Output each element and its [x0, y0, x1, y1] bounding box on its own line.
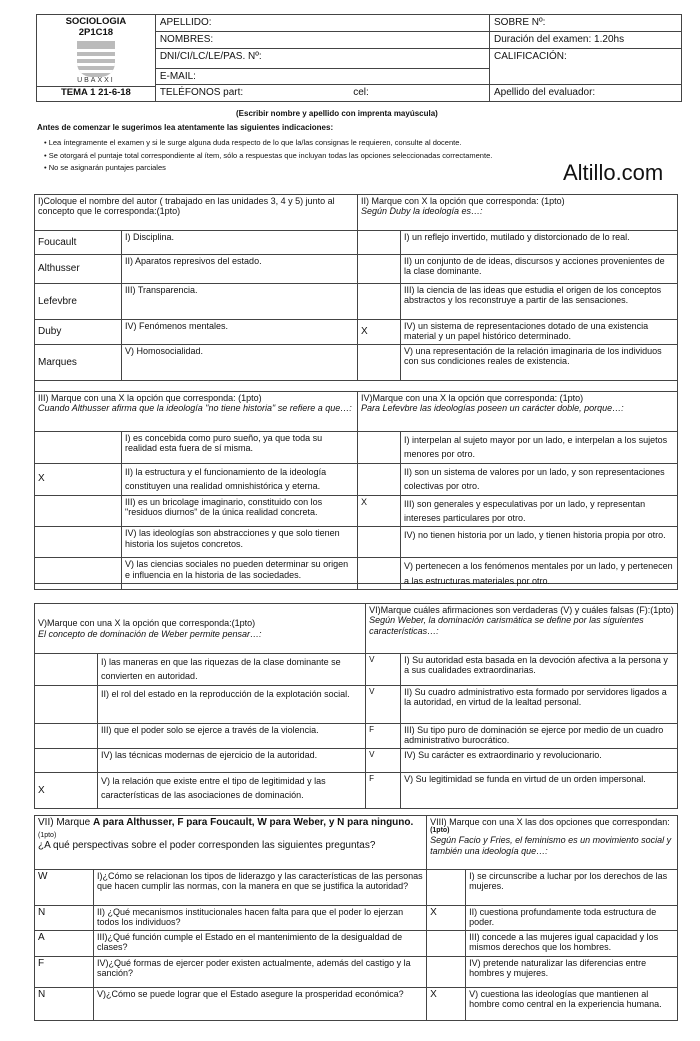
q8-mark[interactable]: X: [427, 906, 466, 931]
q5-option: I) las maneras en que las riquezas de la clase dominante se convierten en autoridad.: [98, 654, 366, 686]
q4-option: V) pertenecen a los fenómenos mentales por un lado, y pertenecen a las estructuras materiales por otro.: [400, 558, 677, 590]
q7-pts: (1pto): [38, 831, 57, 839]
q8-option: V) cuestiona las ideologías que mantienen al hombre como central en la experiencia humana.: [466, 988, 678, 1021]
q2-option: V) una representación de la relación imaginaria de los individuos con sus condiciones reales de existencia.: [400, 345, 677, 381]
instruction-item: • Se otorgará el puntaje total correspondiente al ítem, sólo a respuestas que incluyan todas las opciones seleccionadas correctamente.: [44, 150, 493, 160]
q1-concept: II) Aparatos represivos del estado.: [122, 255, 358, 284]
q8-pts: (1pto): [430, 827, 450, 835]
subject: SOCIOLOGIA: [65, 16, 127, 27]
calificacion-field[interactable]: CALIFICACIÓN:: [490, 49, 682, 85]
q2-title: II) Marque con X la opción que corresponda: (1pto): [360, 196, 565, 206]
nombres-field[interactable]: NOMBRES:: [155, 32, 489, 49]
q7-header: [35, 816, 427, 870]
q6-option: I) Su autoridad esta basada en la devoción afectiva a la persona y a sus cualidades extraordinarias.: [401, 654, 678, 686]
q3-mark[interactable]: [35, 558, 122, 590]
q5-q6-table: [34, 603, 678, 809]
q3-option: V) las ciencias sociales no pueden determinar su origen e influencia en la historia de las sociedades.: [122, 558, 358, 590]
q1-q2-table: [34, 194, 678, 590]
q6-option: III) Su tipo puro de dominación se ejerce por medio de un cuadro administrativo burocrático.: [401, 723, 678, 748]
q8-option: IV) pretende naturalizar las diferencias entre hombres y mujeres.: [466, 957, 678, 988]
q1-answer[interactable]: Foucault: [35, 231, 122, 255]
q2-option: II) un conjunto de de ideas, discursos y acciones provenientes de la clase dominante.: [400, 255, 677, 284]
q2-mark[interactable]: [357, 345, 400, 381]
instruction-item: • No se asignarán puntajes parciales: [44, 163, 166, 172]
q8-option: II) cuestiona profundamente toda estructura de poder.: [466, 906, 678, 931]
q8-mark[interactable]: [427, 931, 466, 957]
q1-answer[interactable]: Marques: [35, 345, 122, 381]
q6-option: IV) Su carácter es extraordinario y revolucionario.: [401, 748, 678, 772]
q8-mark[interactable]: X: [427, 988, 466, 1021]
q5-title: V)Marque con una X la opción que corresponda:(1pto): [38, 618, 256, 629]
q1-answer[interactable]: Lefevbre: [35, 284, 122, 320]
q3-option: II) la estructura y el funcionamiento de la ideología constituyen una realidad omnishistórica y eterna.: [122, 463, 358, 495]
q3-subtitle: Cuando Althusser afirma que la ideología "no tiene historia" se refiere a que…:: [38, 403, 352, 414]
q7-title-pre: VII) Marque: [38, 817, 91, 828]
sobre-field[interactable]: SOBRE Nº:: [490, 15, 682, 32]
q6-option: II) Su cuadro administrativo esta formado por servidores ligados a la autoridad, en virtud de la lealtad personal.: [401, 685, 678, 723]
tema: TEMA 1 21-6-18: [37, 86, 155, 99]
q8-mark[interactable]: [427, 957, 466, 988]
q2-subtitle: Según Duby la ideología es…:: [360, 206, 483, 217]
q7-mark[interactable]: F: [35, 957, 94, 988]
q4-mark[interactable]: [357, 527, 400, 558]
q7-question: III)¿Qué función cumple el Estado en el mantenimiento de la desigualdad de clases?: [94, 931, 427, 957]
q7-mark[interactable]: A: [35, 931, 94, 957]
q7-title: A para Althusser, F para Foucault, W para Weber, y N para ninguno.: [93, 817, 414, 828]
q2-header: [357, 195, 677, 231]
q5-mark[interactable]: [35, 748, 98, 772]
q3-option: IV) las ideologías son abstracciones y que solo tienen historia los sujetos concretos.: [122, 527, 358, 558]
q6-mark[interactable]: V: [366, 685, 401, 723]
q4-header: [357, 392, 677, 432]
q8-header: [427, 816, 678, 870]
q8-subtitle: Según Facio y Fries, el feminismo es un movimiento social y también una ideología que…:: [430, 835, 672, 856]
q4-option: III) son generales y especulativas por un lado, y representan intereses particulares por otro.: [400, 495, 677, 527]
q5-mark[interactable]: X: [35, 772, 98, 808]
escribir-note: (Escribir nombre y apellido con imprenta mayúscula): [236, 109, 438, 118]
q4-option: I) interpelan al sujeto mayor por un lado, e interpelan a los sujetos menores por otro.: [400, 432, 677, 464]
q5-option: III) que el poder solo se ejerce a través de la violencia.: [98, 723, 366, 748]
q2-option: III) la ciencia de las ideas que estudia el origen de los conceptos abstractos y los reconstruye a partir de las sensaciones.: [400, 284, 677, 320]
telefonos-field[interactable]: [155, 85, 489, 102]
q6-mark[interactable]: F: [366, 772, 401, 808]
q7-question: II) ¿Qué mecanismos institucionales hacen falta para que el poder lo ejerzan todos los individuos?: [94, 906, 427, 931]
q4-option: II) son un sistema de valores por un lado, y son representaciones colectivas por otro.: [400, 463, 677, 495]
q3-header: [35, 392, 358, 432]
q2-mark[interactable]: X: [357, 320, 400, 345]
q1-concept: I) Disciplina.: [122, 231, 358, 255]
header-logo-cell: [37, 15, 156, 102]
instruction-item: • Lea íntegramente el examen y si le surge alguna duda respecto de lo que la/las consignas le requieren, consulte al docente.: [44, 138, 462, 147]
q5-header: [35, 604, 366, 654]
q1-concept: V) Homosocialidad.: [122, 345, 358, 381]
evaluador-field[interactable]: Apellido del evaluador:: [490, 85, 682, 102]
q5-option: II) el rol del estado en la reproducción de la explotación social.: [98, 685, 366, 723]
email-field[interactable]: E-MAIL:: [155, 68, 489, 85]
q4-subtitle: Para Lefevbre las ideologías poseen un carácter doble, porque…:: [360, 403, 624, 414]
logo-text: UBAXXI: [77, 76, 115, 84]
q8-option: III) concede a las mujeres igual capacidad y los mismos derechos que los hombres.: [466, 931, 678, 957]
q7-mark[interactable]: N: [35, 906, 94, 931]
q4-mark[interactable]: [357, 558, 400, 590]
q5-subtitle: El concepto de dominación de Weber permite pensar…:: [38, 628, 262, 639]
q7-subtitle: ¿A qué perspectivas sobre el poder corresponden las siguientes preguntas?: [38, 840, 376, 851]
q1-answer[interactable]: Duby: [35, 320, 122, 345]
q3-mark[interactable]: [35, 495, 122, 527]
q3-mark[interactable]: [35, 527, 122, 558]
telefonos-label: TELÉFONOS part:: [159, 87, 244, 99]
q7-mark[interactable]: W: [35, 870, 94, 906]
q8-title: VIII) Marque con una X las dos opciones que correspondan:: [430, 817, 670, 827]
ubaxxi-logo: [77, 41, 115, 77]
q7-question: V)¿Cómo se puede lograr que el Estado asegure la prosperidad económica?: [94, 988, 427, 1021]
q6-title: VI)Marque cuáles afirmaciones son verdaderas (V) y cuáles falsas (F):(1pto): [369, 605, 674, 615]
q3-option: III) es un bricolage imaginario, constituido con los "residuos diurnos" de la única realidad concreta.: [122, 495, 358, 527]
q8-mark[interactable]: [427, 870, 466, 906]
q4-mark[interactable]: [357, 463, 400, 495]
q4-mark[interactable]: [357, 432, 400, 464]
q2-mark[interactable]: [357, 255, 400, 284]
duracion: Duración del examen: 1.20hs: [490, 32, 682, 49]
q2-option: IV) un sistema de representaciones dotado de una existencia material y un papel histórico determinado.: [400, 320, 677, 345]
watermark: Altillo.com: [563, 160, 664, 185]
q2-mark[interactable]: [357, 284, 400, 320]
q6-mark[interactable]: V: [366, 654, 401, 686]
q6-option: V) Su legitimidad se funda en virtud de un orden impersonal.: [401, 772, 678, 808]
q8-option: I) se circunscribe a luchar por los derechos de las mujeres.: [466, 870, 678, 906]
q3-option: I) es concebida como puro sueño, ya que toda su realidad esta fuera de sí misma.: [122, 432, 358, 464]
dni-field[interactable]: DNI/CI/LC/LE/PAS. Nº:: [155, 49, 489, 69]
q5-option: V) la relación que existe entre el tipo de legitimidad y las características de las asociaciones de dominación.: [98, 772, 366, 808]
header-table: [36, 14, 682, 102]
q3-title: III) Marque con una X la opción que corresponda: (1pto): [38, 393, 262, 403]
q5-option: IV) las técnicas modernas de ejercicio de la autoridad.: [98, 748, 366, 772]
q4-option: IV) no tienen historia por un lado, y tienen historia propia por otro.: [400, 527, 677, 558]
q4-mark[interactable]: X: [357, 495, 400, 527]
q1-concept: III) Transparencia.: [122, 284, 358, 320]
instructions-title: Antes de comenzar le sugerimos lea atentamente las siguientes indicaciones:: [37, 123, 334, 132]
q7-mark[interactable]: N: [35, 988, 94, 1021]
q5-mark[interactable]: [35, 685, 98, 723]
apellido-field[interactable]: APELLIDO:: [155, 15, 489, 32]
q4-title: IV)Marque con una X la opción que corresponda: (1pto): [360, 393, 584, 403]
q1-concept: IV) Fenómenos mentales.: [122, 320, 358, 345]
q1-answer[interactable]: Althusser: [35, 255, 122, 284]
q6-mark[interactable]: V: [366, 748, 401, 772]
q6-header: [366, 604, 678, 654]
q6-subtitle: Según Weber, la dominación carismática se define por las siguientes características…:: [369, 615, 644, 636]
q3-mark[interactable]: X: [35, 463, 122, 495]
instructions-list: [44, 137, 492, 175]
q2-option: I) un reflejo invertido, mutilado y distorcionado de lo real.: [400, 231, 677, 255]
cel-label: cel:: [353, 87, 369, 99]
q3-mark[interactable]: [35, 432, 122, 464]
q7-q8-table: [34, 815, 678, 1021]
q2-mark[interactable]: [357, 231, 400, 255]
q1-title: I)Coloque el nombre del autor ( trabajado en las unidades 3, 4 y 5) junto al concepto que le corresponda:(1pto): [35, 195, 358, 231]
q5-mark[interactable]: [35, 654, 98, 686]
q7-question: IV)¿Qué formas de ejercer poder existen actualmente, además del castigo y la sanción?: [94, 957, 427, 988]
exam-code: 2P1C18: [78, 26, 114, 38]
q7-question: I)¿Cómo se relacionan los tipos de liderazgo y las características de las personas que hacen cumplir las normas, con la manera en que se justifica la autoridad?: [94, 870, 427, 906]
q5-mark[interactable]: [35, 723, 98, 748]
q6-mark[interactable]: F: [366, 723, 401, 748]
